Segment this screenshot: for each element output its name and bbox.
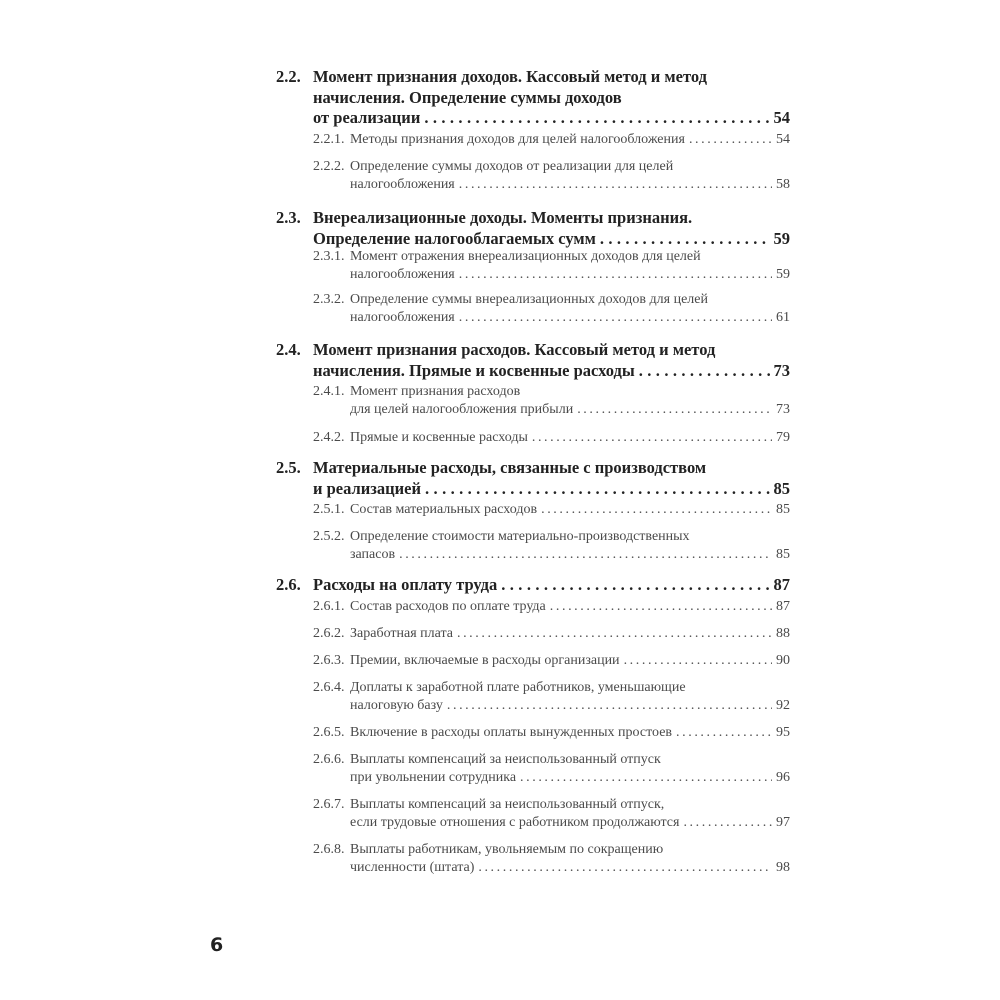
toc-page-number: 73 [776,402,790,417]
toc-title-line: для целей налогообложения прибыли [350,402,574,417]
toc-page-number: 54 [773,108,790,127]
dot-leader [457,625,772,643]
dot-leader [520,769,772,787]
toc-title-line: Материальные расходы, связанные с производством [313,458,707,477]
dot-leader [683,814,772,832]
toc-title-line: Включение в расходы оплаты вынужденных простоев [350,725,673,740]
dot-leader [424,108,769,128]
toc-page-number: 98 [776,860,790,875]
dot-leader [639,361,770,381]
toc-title-line: численности (штата) [350,860,475,875]
toc-number: 2.3. [276,208,301,227]
toc-title-line: Премии, включаемые в расходы организации [350,653,620,668]
dot-leader [399,546,772,564]
toc-title-line: Состав расходов по оплате труда [350,599,546,614]
dot-leader [447,697,772,715]
dot-leader [459,176,772,194]
toc-title-line: налогообложения [350,177,455,192]
toc-number: 2.4. [276,340,301,359]
toc-number: 2.6.2. [313,626,345,641]
toc-page-number: 73 [773,360,790,380]
toc-page-number: 85 [776,502,790,517]
toc-page-number: 97 [776,815,790,830]
dot-leader [425,479,769,499]
toc-page-number: 96 [776,770,790,785]
toc-number: 2.6.8. [313,842,345,857]
dot-leader [676,724,772,742]
toc-number: 2.4.1. [313,384,345,399]
toc-title-line: Заработная плата [350,626,453,641]
toc-number: 2.6.1. [313,599,345,614]
toc-title-line: налогообложения [350,310,455,325]
toc-page-number: 85 [776,547,790,562]
toc-title-line: Расходы на оплату труда [313,575,498,594]
dot-leader [550,598,772,616]
toc-page-number: 79 [776,430,790,445]
toc-title-line: начисления. Прямые и косвенные расходы [313,360,635,380]
toc-number: 2.2.1. [313,132,345,147]
dot-leader [624,652,772,670]
toc-title-line: от реализации [313,108,421,127]
toc-page-number: 87 [773,575,790,594]
toc-title-line: Момент отражения внереализационных доходов для целей [350,249,701,264]
dot-leader [501,575,769,595]
toc-title-line: Состав материальных расходов [350,502,538,517]
toc-page-number: 92 [776,698,790,713]
toc-page-number: 90 [776,653,790,668]
toc-page-number: 88 [776,626,790,641]
dot-leader [577,401,772,419]
toc-title-line: Внереализационные доходы. Моменты признания. [313,208,693,227]
toc-title-line: Определение стоимости материально-производственных [350,529,690,544]
toc-number: 2.3.1. [313,249,345,264]
dot-leader [478,859,772,877]
toc-title-line: налоговую базу [350,698,443,713]
dot-leader [600,229,770,249]
toc-page-number: 54 [776,132,790,147]
dot-leader [689,131,772,149]
toc-number: 2.6.4. [313,680,345,695]
toc-title-line: Выплаты компенсаций за неиспользованный отпуск [350,752,661,767]
toc-number: 2.4.2. [313,430,345,445]
toc-title-line: Выплаты компенсаций за неиспользованный отпуск, [350,797,665,812]
toc-page-number: 58 [776,177,790,192]
toc-page-number: 61 [776,310,790,325]
toc-title-line: если трудовые отношения с работником продолжаются [350,815,680,830]
toc-title-line: Определение налогооблагаемых сумм [313,228,596,248]
toc-title-line: и реализацией [313,478,422,498]
toc-title-line: запасов [350,547,396,562]
toc-number: 2.6.5. [313,725,345,740]
toc-title-line: начисления. Определение суммы доходов [313,87,622,107]
toc-title-line: Момент признания расходов. Кассовый метод и метод [313,340,716,359]
toc-title-line: Момент признания расходов [350,384,521,399]
toc-number: 2.5.2. [313,529,345,544]
toc-page-number: 59 [776,267,790,282]
toc-number: 2.6.3. [313,653,345,668]
toc-title-line: налогообложения [350,267,455,282]
toc-page-number: 87 [776,599,790,614]
toc-number: 2.5.1. [313,502,345,517]
toc-page-number: 59 [773,228,790,248]
dot-leader [459,309,772,327]
toc-title-line: Определение суммы внереализационных доходов для целей [350,292,708,307]
toc-number: 2.2.2. [313,159,345,174]
toc-title-line: Доплаты к заработной плате работников, уменьшающие [350,680,686,695]
dot-leader [532,429,772,447]
toc-title-line: Выплаты работникам, увольняемым по сокращению [350,842,664,857]
toc-number: 2.6. [276,575,301,594]
toc-title-line: Методы признания доходов для целей налогообложения [350,132,685,147]
page-number: 6 [210,934,224,956]
toc-number: 2.5. [276,458,301,477]
toc-page-number: 95 [776,725,790,740]
toc-number: 2.6.7. [313,797,345,812]
toc-title-line: Момент признания доходов. Кассовый метод и метод [313,67,707,86]
toc-number: 2.3.2. [313,292,345,307]
toc-title-line: Прямые и косвенные расходы [350,430,528,445]
toc-page-number: 85 [773,478,790,498]
dot-leader [459,266,772,284]
toc-number: 2.6.6. [313,752,345,767]
toc-number: 2.2. [276,67,301,86]
toc-title-line: Определение суммы доходов от реализации для целей [350,159,674,174]
toc-title-line: при увольнении сотрудника [350,770,517,785]
dot-leader [541,501,772,519]
